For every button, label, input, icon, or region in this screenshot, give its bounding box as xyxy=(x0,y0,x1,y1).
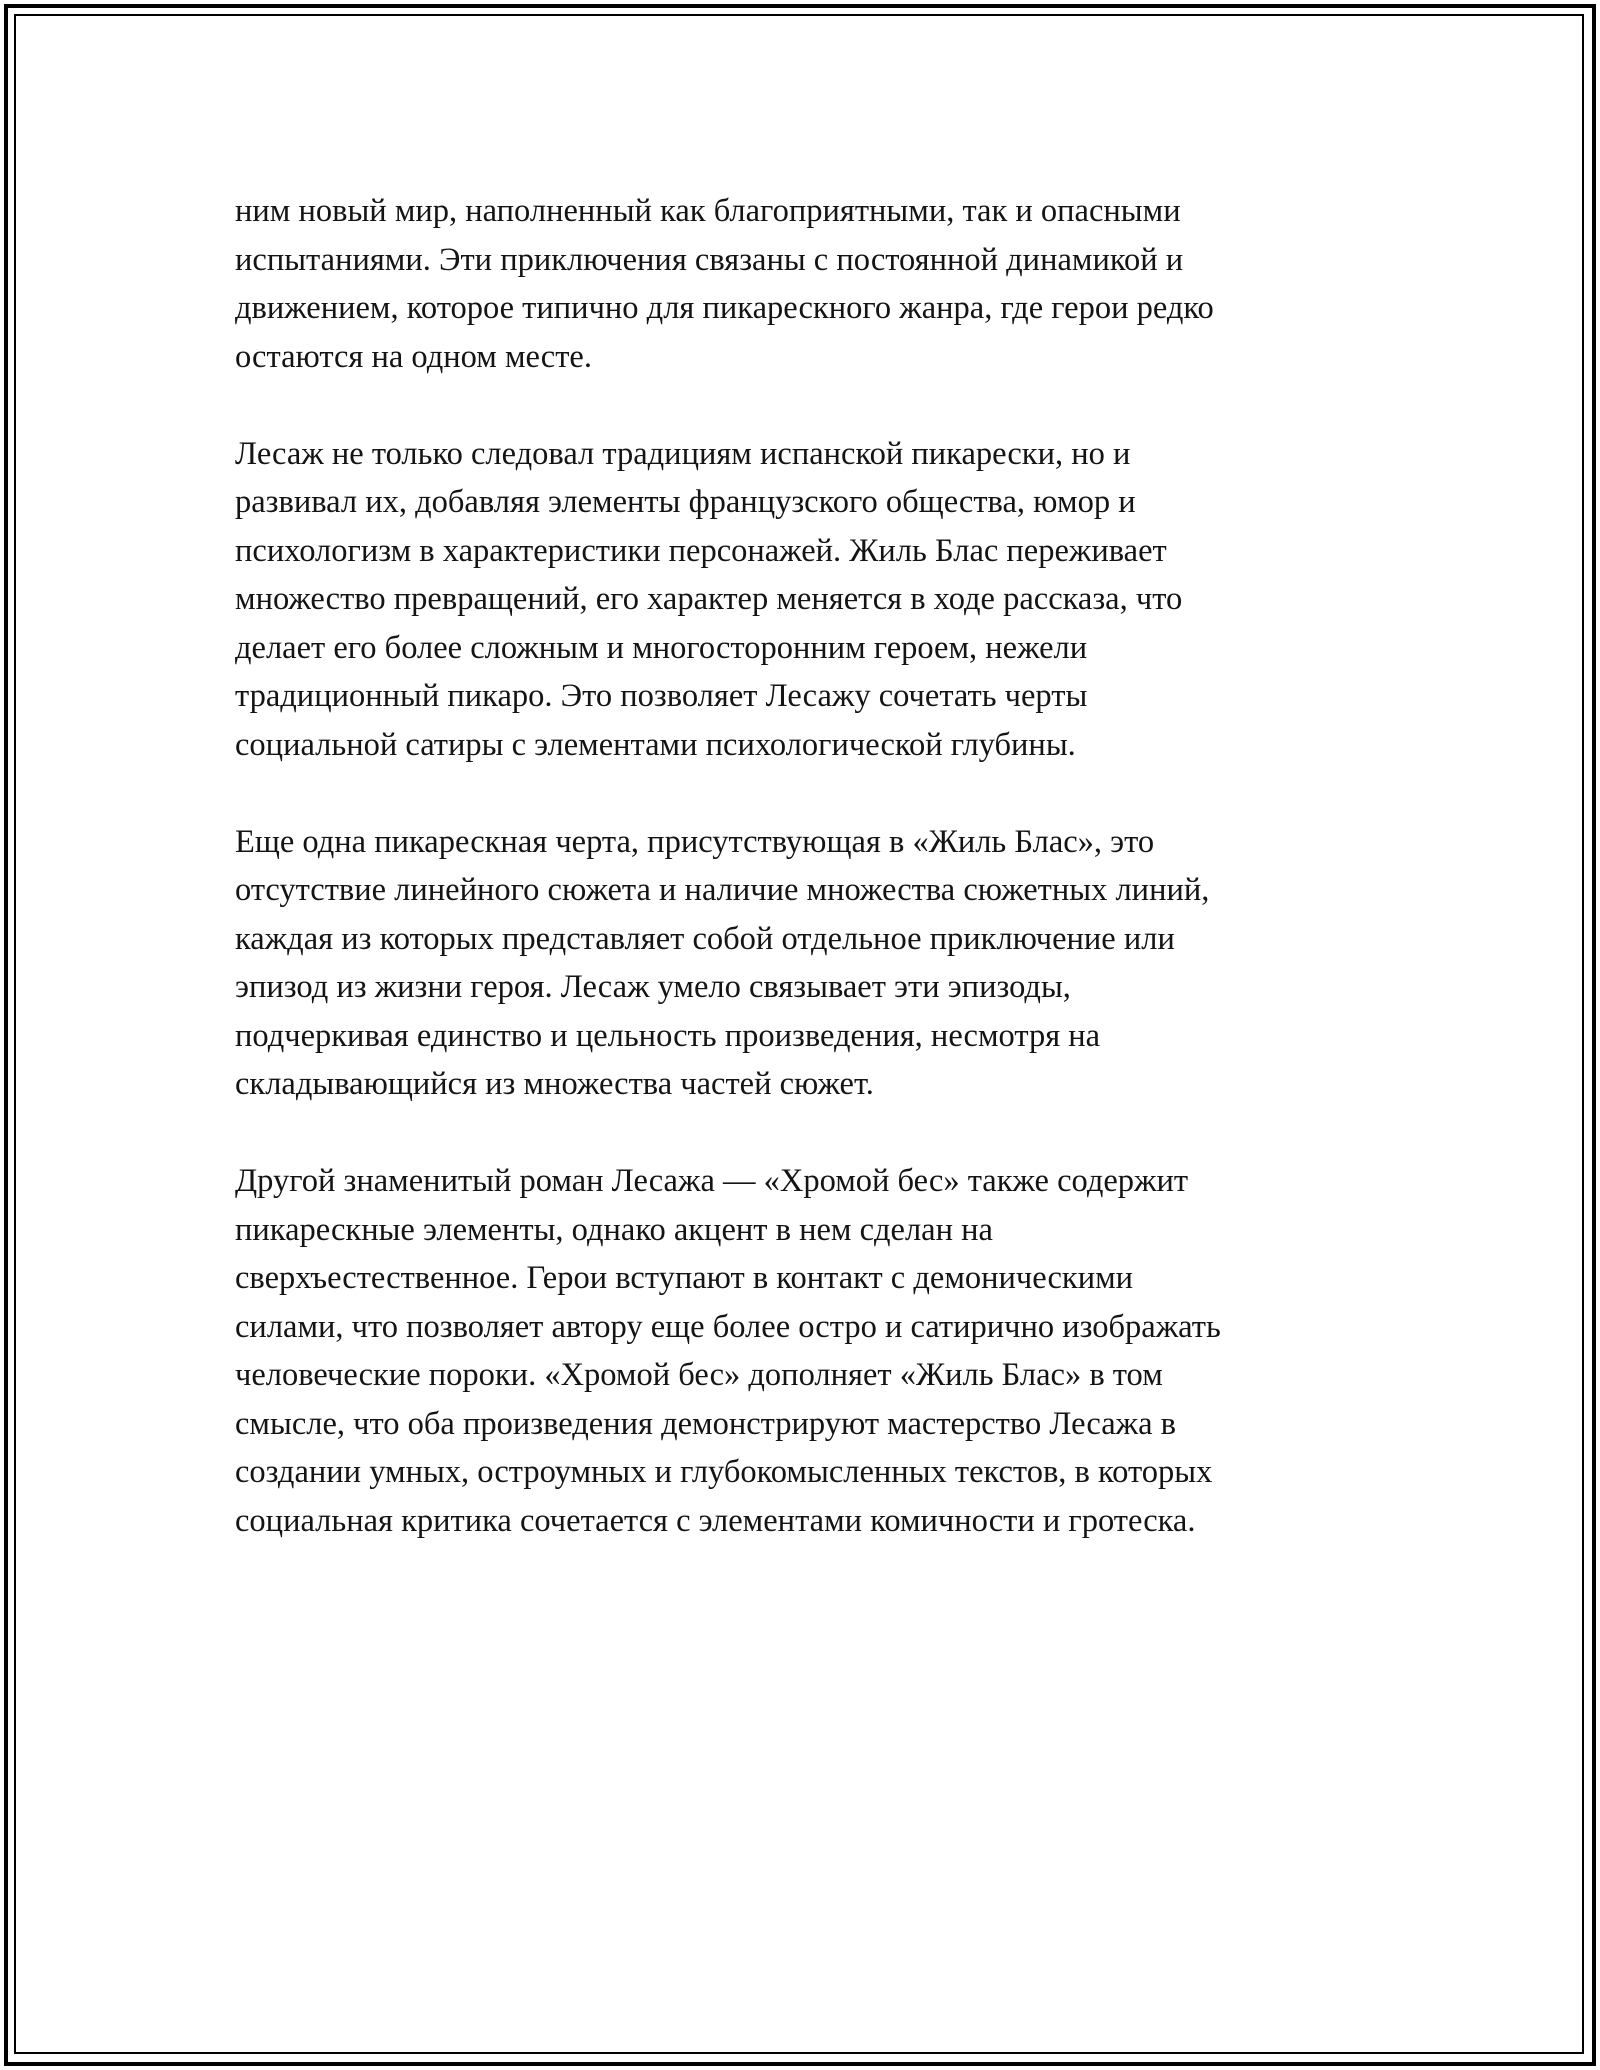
paragraph-4: Другой знаменитый роман Лесажа — «Хромой бес» также содержит пикарескные элементы, однако акцент в нем сделан на сверхъестественное. Герои вступают в контакт с демоническими силами, что позволяет автору еще более остро и сатирично изображать человеческие пороки. «Хромой бес» дополняет «Жиль Блас» в том смысле, что оба произведения демонстрируют мастерство Лесажа в создании умных, остроумных и глубокомысленных текстов, в которых социальная критика сочетается с элементами комичности и гротеска. xyxy=(235,1163,1221,1539)
paragraph-3: Еще одна пикарескная черта, присутствующая в «Жиль Блас», это отсутствие линейного сюжета и наличие множества сюжетных линий, каждая из которых представляет собой отдельное приключение или эпизод из жизни героя. Лесаж умело связывает эти эпизоды, подчеркивая единство и цельность произведения, несмотря на складывающийся из множества частей сюжет. xyxy=(235,823,1210,1102)
document-body xyxy=(235,187,1365,1545)
paragraph-1: ним новый мир, наполненный как благоприятными, так и опасными испытаниями. Эти приключения связаны с постоянной динамикой и движением, которое типично для пикарескного жанра, где герои редко остаются на одном месте. xyxy=(235,193,1214,375)
paragraph-2: Лесаж не только следовал традициям испанской пикарески, но и развивал их, добавляя элементы французского общества, юмор и психологизм в характеристики персонажей. Жиль Блас переживает множество превращений, его характер меняется в ходе рассказа, что делает его более сложным и многосторонним героем, нежели традиционный пикаро. Это позволяет Лесажу сочетать черты социальной сатиры с элементами психологической глубины. xyxy=(235,435,1183,763)
